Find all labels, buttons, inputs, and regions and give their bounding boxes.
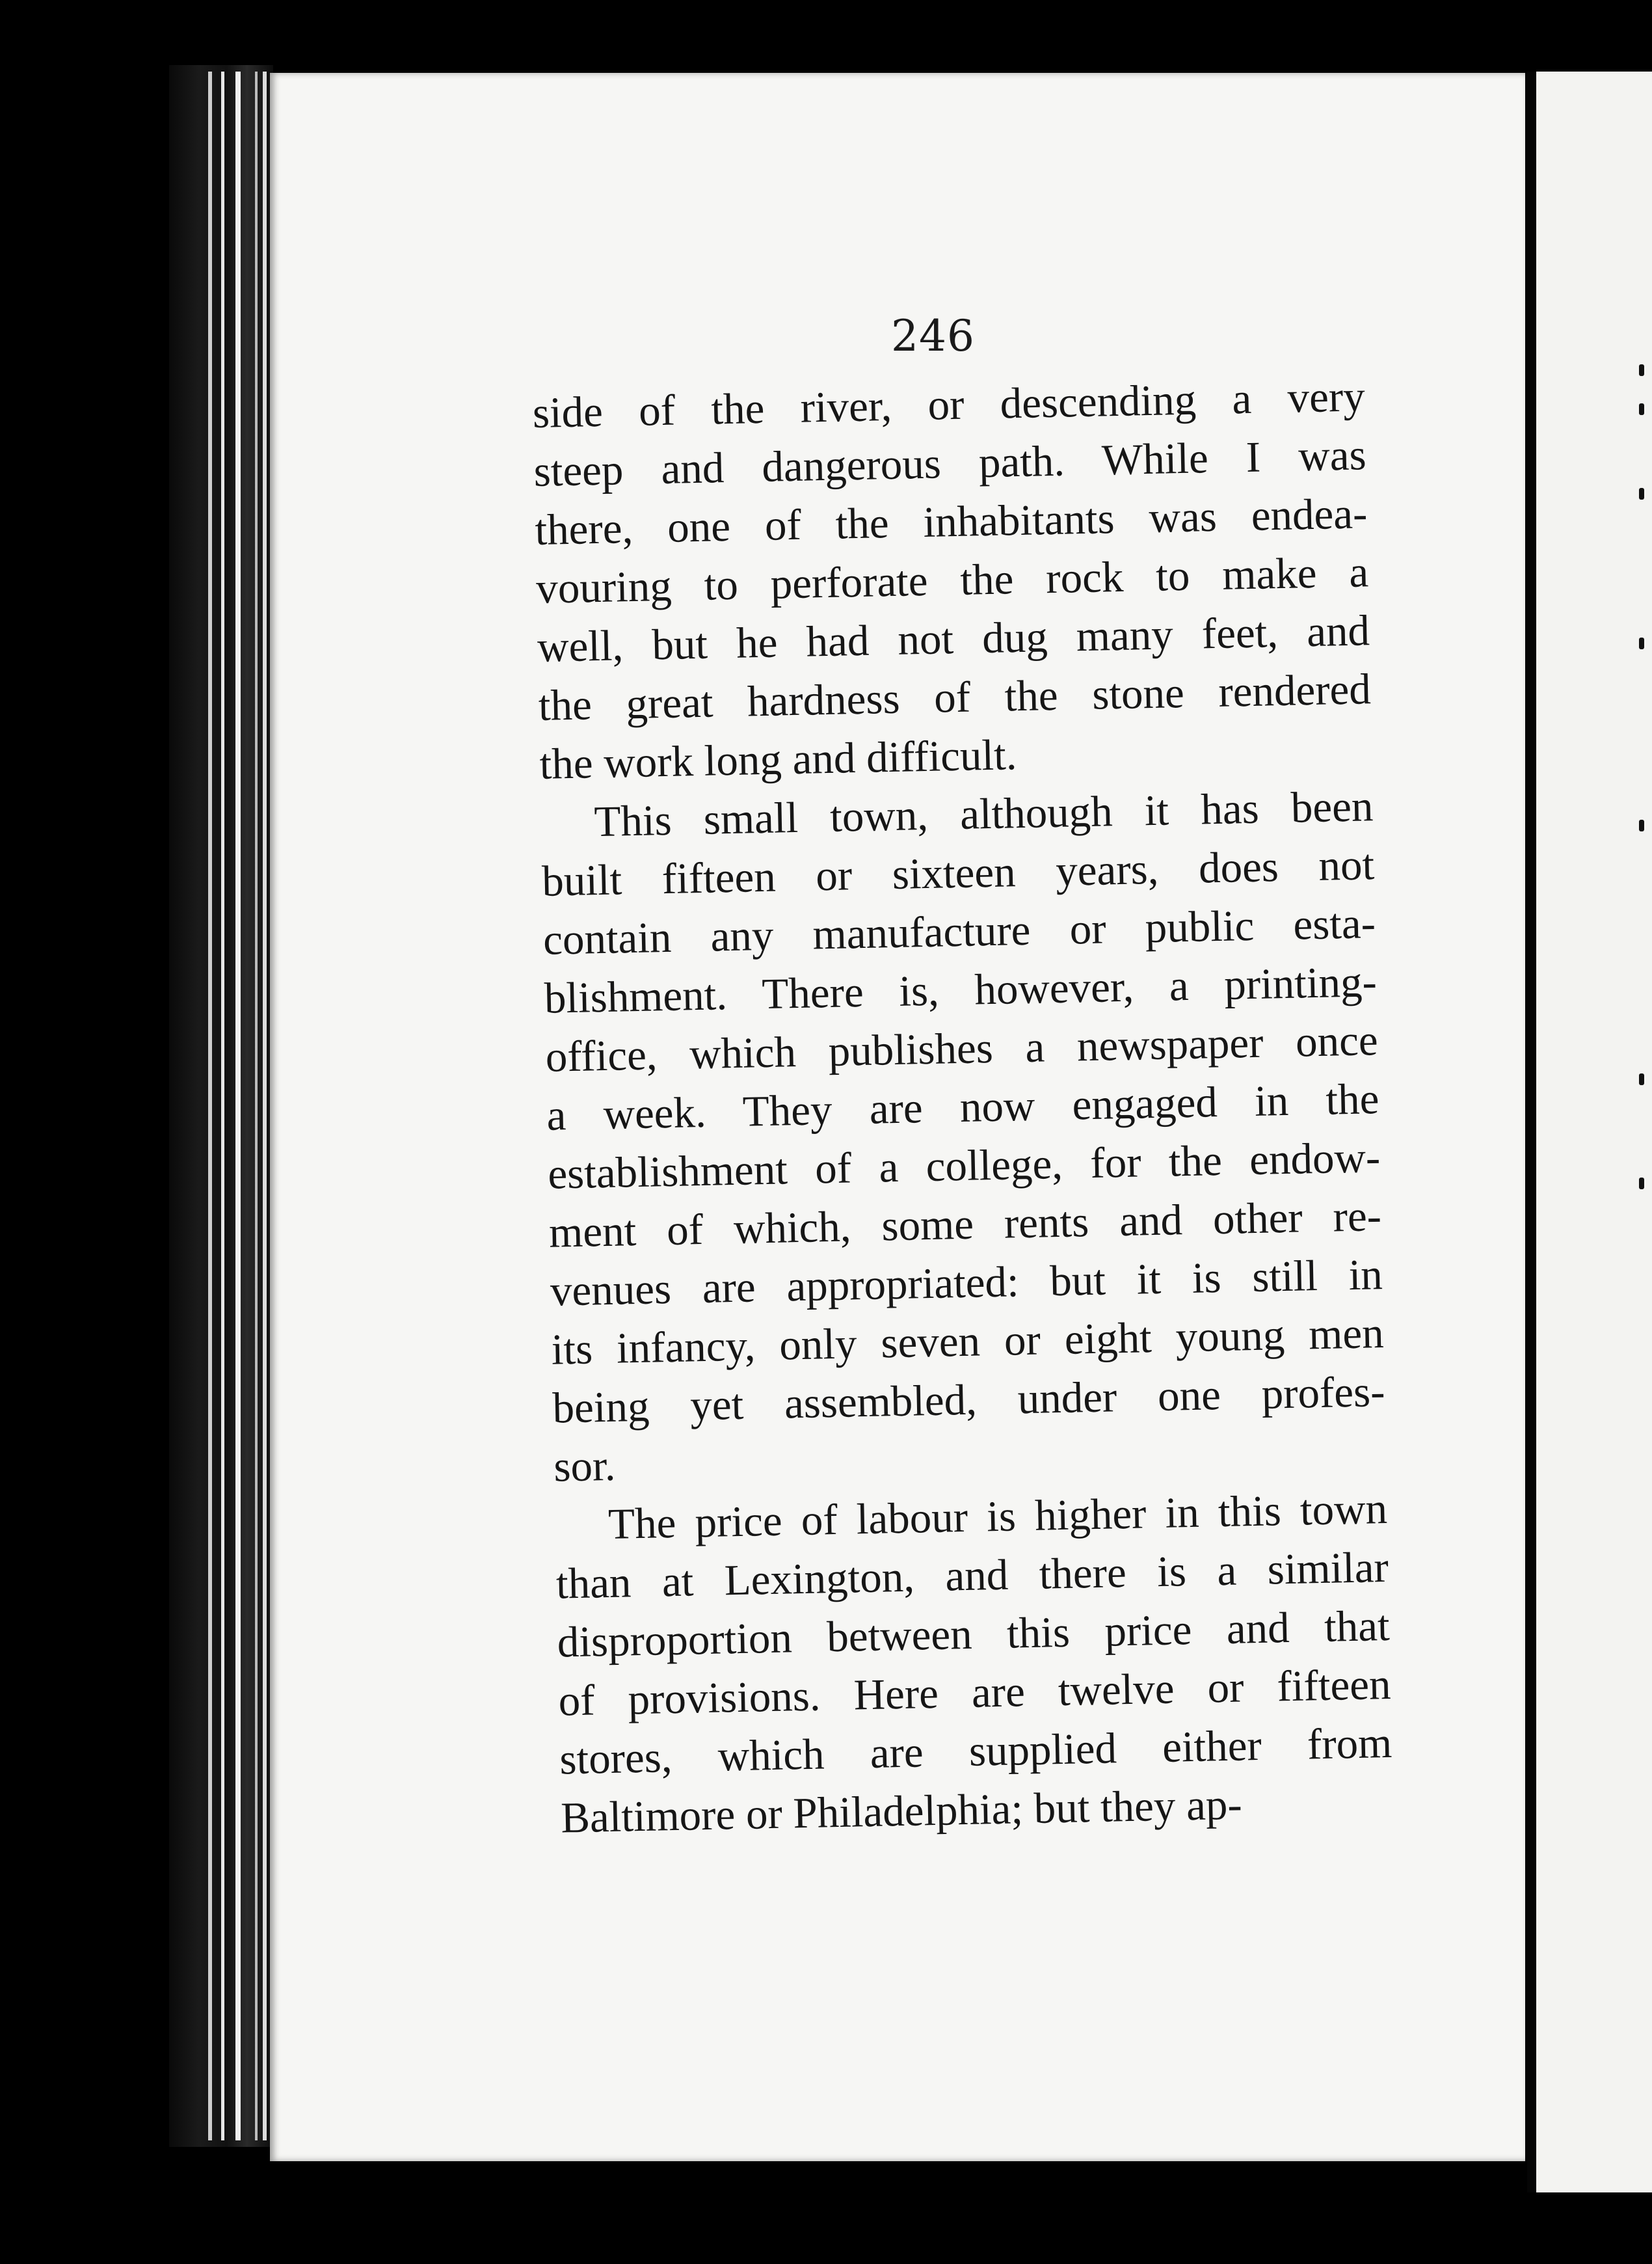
text-line: than at Lexington, and there is a similar (555, 1543, 1389, 1608)
text-line: vouring to perforate the rock to make a (535, 548, 1369, 613)
text-line: the work long and difficult. (539, 731, 1018, 788)
text-line: office, which publishes a newspaper once (545, 1016, 1379, 1081)
text-line: Baltimore or Philadelphia; but they ap- (560, 1780, 1243, 1842)
text-line: side of the river, or descending a very (532, 372, 1366, 437)
bleed-mark (1639, 364, 1644, 376)
text-line: being yet assembled, under one profes- (552, 1368, 1386, 1433)
text-line: blishment. There is, however, a printing- (544, 958, 1378, 1023)
bleed-mark (1639, 638, 1644, 649)
text-line: its infancy, only seven or eight young men (551, 1309, 1385, 1374)
text-line: establishment of a college, for the endow- (547, 1133, 1381, 1198)
page-edge (208, 72, 212, 2140)
text-line: built fifteen or sixteen years, does not (541, 841, 1375, 906)
paragraph (532, 367, 1372, 794)
bleed-mark (1639, 403, 1644, 415)
facing-page-bleed-marks (1639, 364, 1652, 1210)
text-line: a week. They are now engaged in the (546, 1075, 1380, 1140)
page-edge (263, 72, 267, 2140)
page-edge (235, 72, 241, 2140)
text-line: the great hardness of the stone rendered (538, 665, 1372, 730)
text-line: steep and dangerous path. While I was (533, 431, 1367, 496)
page-edge (255, 72, 258, 2140)
text-line: The price of labour is higher in this town (607, 1484, 1388, 1548)
text-line: ment of which, some rents and other re- (548, 1192, 1382, 1257)
page-edge (221, 72, 224, 2140)
text-line: disproportion between this price and that (557, 1601, 1391, 1667)
facing-page-edge (1527, 72, 1652, 2192)
text-line: there, one of the inhabitants was endea- (534, 489, 1368, 554)
bleed-mark (1639, 820, 1644, 831)
text-line: venues are appropriated: but it is still in (550, 1250, 1383, 1315)
bleed-mark (1639, 1178, 1644, 1189)
text-line: contain any manufacture or public esta- (542, 899, 1376, 964)
text-line: well, but he had not dug many feet, and (537, 606, 1370, 671)
paragraph (554, 1479, 1394, 1848)
text-line: stores, which are supplied either from (559, 1718, 1392, 1784)
page-number: 246 (891, 311, 975, 361)
text-line: This small town, although it has been (593, 782, 1374, 846)
text-line: sor. (553, 1441, 617, 1491)
bleed-mark (1639, 488, 1644, 500)
text-line: of provisions. Here are twelve or fifteen (557, 1660, 1392, 1725)
bleed-mark (1639, 1073, 1644, 1085)
paragraph (540, 777, 1387, 1496)
body-text (532, 367, 1394, 1847)
